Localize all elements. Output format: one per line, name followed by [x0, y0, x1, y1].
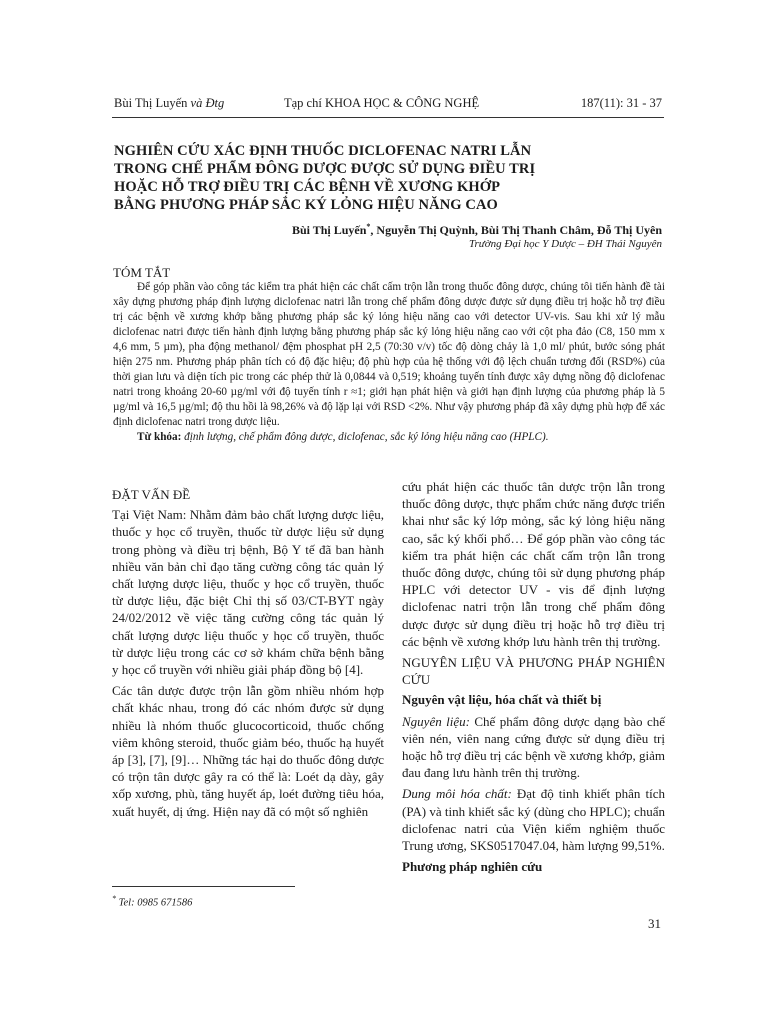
paragraph-materials: Nguyên liệu: Chế phẩm đông dược dạng bào chế viên nén, viên nang cứng được sử dụng điều trị hoặc hỗ trợ điều trị các bệnh về xương khớp, giảm đau đang lưu hành trên thị trường. — [402, 713, 666, 781]
right-column — [402, 478, 665, 879]
keywords: Từ khóa: định lượng, chế phẩm đông dược, diclofenac, sắc ký lỏng hiệu năng cao (HPLC). — [137, 431, 549, 443]
title-line: HOẶC HỖ TRỢ ĐIỀU TRỊ CÁC BỆNH VỀ XƯƠNG KHỚP — [114, 179, 501, 195]
author-list: Bùi Thị Luyến*, Nguyễn Thị Quỳnh, Bùi Thị Thanh Châm, Đỗ Thị Uyên — [291, 222, 662, 237]
subheading-methods: Phương pháp nghiên cứu — [402, 859, 543, 875]
header-divider — [112, 117, 664, 118]
paragraph-solvents: Dung môi hóa chất: Đạt độ tinh khiết phân tích (PA) và tinh khiết sắc ký (dùng cho HPLC); chuẩn diclofenac natri của Viện kiểm nghiệm thuốc Trung ương, SKS0517047.04, hàm lượng 99,51%. — [402, 786, 665, 854]
author-affiliation: Trường Đại học Y Dược – ĐH Thái Nguyên — [468, 238, 662, 250]
footnote-divider — [112, 886, 295, 887]
page-number: 31 — [648, 916, 661, 931]
article-title — [114, 142, 666, 214]
section-heading-methods: NGUYÊN LIỆU VÀ PHƯƠNG PHÁP NGHIÊN CỨU — [402, 655, 665, 688]
abstract-heading: TÓM TẮT — [113, 265, 171, 280]
paragraph: Tại Việt Nam: Nhằm đảm bảo chất lượng dược liệu, thuốc y học cổ truyền, thuốc từ dược liệu sử dụng trong phòng và điều trị bệnh, Bộ Y tế đã ban hành nhiều văn bản chỉ đạo tăng cường công tác quản lý chất lượng dược liệu, thuốc y học cổ truyền, thuốc từ dược liệu, đặc biệt Chỉ thị số 03/CT-BYT ngày 24/02/2012 về việc tăng cường công tác quản lý chất lượng dược liệu thuốc y học cổ truyền, thuốc từ dược liệu trong các cơ sở khám chữa bệnh bằng y học cổ truyền với nhiều giải pháp đồng bộ [4]. — [112, 507, 384, 678]
title-line: NGHIÊN CỨU XÁC ĐỊNH THUỐC DICLOFENAC NATRI LẪN — [114, 143, 532, 159]
paragraph: Các tân dược được trộn lẫn gồm nhiều nhóm hợp chất khác nhau, trong đó các nhóm được sử dụng nhiều là nhóm thuốc glucocorticoid, thuốc chống viêm không steroid, thuốc giảm béo, thuốc hạ huyết áp [3], [7], [9]… Những tác hại do thuốc đông dược có trộn tân dược gây ra có thể là: Loét dạ dày, gây xốp xương, phù, tăng huyết áp, loét đường tiêu hóa, xuất huyết, dị ứng. Hiện nay đã có một số nghiên — [112, 683, 384, 819]
abstract-text: Để góp phần vào công tác kiểm tra phát hiện các chất cấm trộn lẫn trong thuốc đông dược, chúng tôi tiến hành đề tài xây dựng phương pháp định lượng diclofenac natri lẫn trong chế phẩm đông dược được sử dụng điều trị hoặc hỗ trợ điều trị các bệnh về xương khớp bằng phương pháp sắc ký lỏng hiệu năng cao với detector UV-vis. Sau khi xử lý mẫu diclofenac natri được tiến hành định lượng bằng phương pháp sắc ký lỏng hiệu năng cao với cột pha đảo (C8, 150 mm x 4,6 mm, 5 µm), pha động methanol/ đệm phosphat pH 2,5 (70:30 v/v) tốc độ dòng chảy là 1,0 ml/ phút, bước sóng phát hiện 275 nm. Phương pháp phân tích có độ đặc hiệu; độ phù hợp của hệ thống với độ lệch chuẩn tương đối (RSD%) của thời gian lưu và diện tích pic trong các phép thử là 0,0844 và 0,519; khoảng tuyến tính được xây dựng nồng độ diclofenac natri trong khoảng 20-60 µg/ml với độ tuyến tính r ≈1; giới hạn phát hiện và giới hạn định lượng của phương pháp là 5 µg/ml và 16,5 µg/ml; độ thu hồi là 98,26% và độ lặp lại với RSD <2%. Như vậy phương pháp đã xây dựng phù hợp để xác định diclofenac natri trong dược liệu. — [113, 281, 665, 428]
abstract-body — [113, 280, 665, 445]
subheading-materials: Nguyên vật liệu, hóa chất và thiết bị — [402, 692, 602, 708]
paragraph: cứu phát hiện các thuốc tân dược trộn lẫn trong thuốc đông dược, thực phẩm chức năng được triển khai như sắc ký lớp mỏng, sắc ký lỏng hiệu năng cao, sắc ký khối phổ… Để góp phần vào công tác kiểm tra phát hiện các chất cấm trộn lẫn trong thuốc đông dược, chúng tôi sử dụng phương pháp HPLC với detector UV - vis để định lượng diclofenac natri trộn lẫn trong chế phẩm đông dược được sử dụng điều trị hoặc hỗ trợ điều trị các bệnh về xương khớp lưu hành trên thị trường. — [402, 479, 665, 649]
running-header — [114, 96, 662, 114]
footnote: * Tel: 0985 671586 — [112, 894, 193, 909]
section-heading-introduction: ĐẶT VẤN ĐỀ — [112, 487, 191, 502]
title-line: BẰNG PHƯƠNG PHÁP SẮC KÝ LỎNG HIỆU NĂNG CAO — [114, 197, 498, 213]
title-line: TRONG CHẾ PHẨM ĐÔNG DƯỢC ĐƯỢC SỬ DỤNG ĐIỀU TRỊ — [114, 161, 536, 177]
header-journal: Tạp chí KHOA HỌC & CÔNG NGHỆ — [284, 96, 480, 110]
header-volume-pages: 187(11): 31 - 37 — [580, 96, 662, 110]
left-column — [112, 486, 384, 824]
header-author: Bùi Thị Luyến và Đtg — [114, 96, 225, 110]
